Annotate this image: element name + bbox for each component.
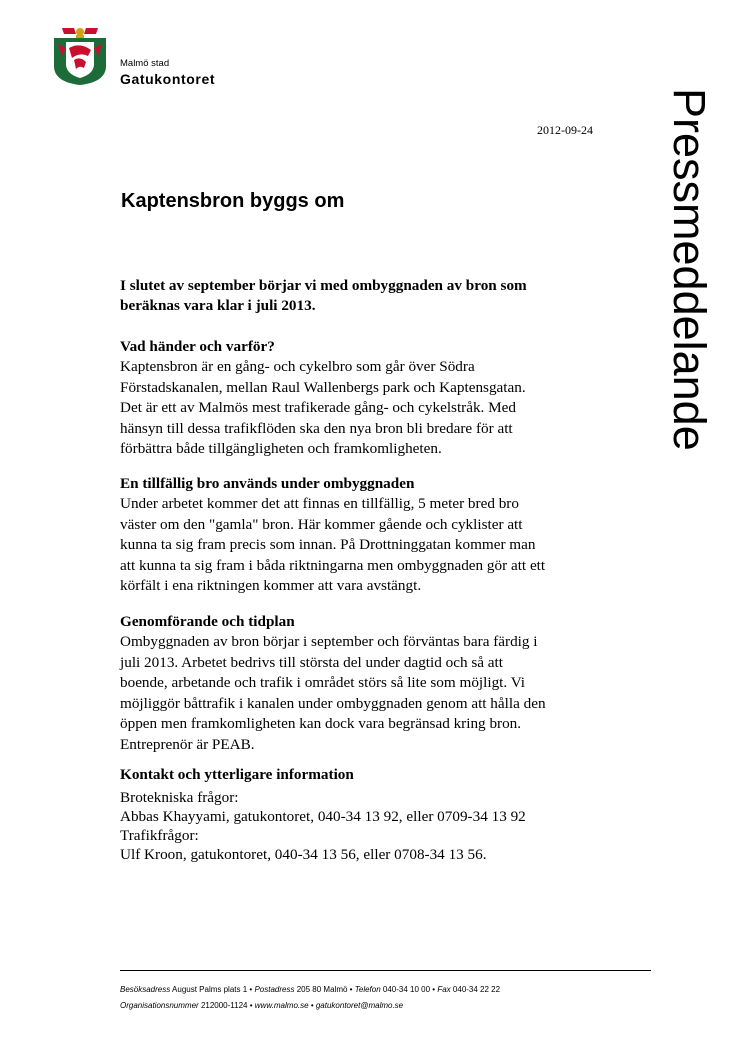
body-line: öppen men framkomligheten kan dock vara begränsad kring bron. (120, 715, 522, 732)
section-heading: Genomförande och tidplan (120, 613, 295, 630)
body-line: hänsyn till dessa trafikflöden ska den nya bron bli bredare för att (120, 419, 513, 437)
section-body (120, 494, 620, 597)
phone-label: Telefon (354, 985, 381, 994)
body-line: väster om den "gamla" bron. Här kommer gående och cyklister att (120, 515, 523, 533)
section-implementation-schedule (120, 612, 620, 755)
body-line: Under arbetet kommer det att finnas en tillfällig, 5 meter bred bro (120, 495, 519, 512)
section-what-and-why (120, 337, 620, 460)
body-line: Entreprenör är PEAB. (120, 735, 255, 753)
intro-paragraph (120, 276, 620, 316)
section-body (120, 788, 620, 864)
separator: • (349, 985, 353, 994)
section-heading: Vad händer och varför? (120, 338, 275, 355)
body-line: förbättra både tillgängligheten och framkomligheten. (120, 440, 442, 457)
body-line: Abbas Khayyami, gatukontoret, 040-34 13 92, eller 0709-34 13 92 (120, 808, 526, 825)
orgnr-value: 212000-1124 (200, 1001, 248, 1010)
document-date: 2012-09-24 (537, 123, 593, 137)
document-type-label: Pressmeddelande (664, 88, 715, 451)
body-line: körfält i ena riktningen kommer att vara avstängt. (120, 577, 422, 594)
visit-value: August Palms plats 1 (172, 985, 248, 994)
separator: • (249, 1001, 253, 1010)
intro-line: I slutet av september börjar vi med ombyggnaden av bron som (120, 277, 527, 294)
body-line: möjliggör båttrafik i kanalen under ombyggnaden genom att hålla den (120, 694, 546, 712)
footer-line-2 (120, 998, 500, 1014)
fax-value: 040-34 22 22 (452, 985, 501, 994)
body-line: Det är ett av Malmös mest trafikerade gång- och cykelstråk. Med (120, 399, 516, 416)
body-line: att kunna ta sig fram i båda riktningarna men ombyggnaden gör att ett (120, 556, 546, 574)
footer-line-1 (120, 982, 500, 998)
footer (120, 982, 500, 1014)
section-body (120, 357, 620, 460)
body-line: Kaptensbron är en gång- och cykelbro som går över Södra (120, 358, 475, 375)
post-label: Postadress (254, 985, 295, 994)
org-parent-name: Malmö stad (120, 58, 170, 69)
section-contact (120, 765, 620, 864)
malmo-coat-of-arms-icon (52, 24, 108, 86)
separator: • (432, 985, 436, 994)
body-line: Ombyggnaden av bron börjar i september och förväntas bara färdig i (120, 633, 538, 650)
body-line: juli 2013. Arbetet bedrivs till största del under dagtid och så att (120, 653, 503, 671)
body-line: Ulf Kroon, gatukontoret, 040-34 13 56, eller 0708-34 13 56. (120, 846, 487, 863)
body-line: Förstadskanalen, mellan Raul Wallenbergs park och Kaptensgatan. (120, 378, 526, 396)
org-name: Gatukontoret (120, 71, 216, 87)
section-temporary-bridge (120, 474, 620, 597)
orgnr-label: Organisationsnummer (120, 1001, 199, 1010)
fax-label: Fax (437, 985, 451, 994)
body-line: Trafikfrågor: (120, 827, 199, 844)
phone-value: 040-34 10 00 (382, 985, 431, 994)
section-body (120, 632, 620, 755)
visit-label: Besöksadress (120, 985, 171, 994)
section-heading: En tillfällig bro används under ombyggnaden (120, 475, 415, 492)
footer-divider (120, 970, 651, 971)
body-line: kunna ta sig fram precis som innan. På Drottninggatan kommer man (120, 536, 536, 553)
page-title: Kaptensbron byggs om (121, 190, 345, 212)
website-link[interactable]: www.malmo.se (254, 1001, 309, 1010)
separator: • (310, 1001, 314, 1010)
body-line: boende, arbetande och trafik i området störs så lite som möjligt. Vi (120, 674, 525, 691)
separator: • (249, 985, 253, 994)
intro-line: beräknas vara klar i juli 2013. (120, 297, 316, 314)
post-value: 205 80 Malmö (296, 985, 348, 994)
body-line: Brotekniska frågor: (120, 789, 239, 806)
email-link[interactable]: gatukontoret@malmo.se (315, 1001, 404, 1010)
section-heading: Kontakt och ytterligare information (120, 766, 354, 783)
